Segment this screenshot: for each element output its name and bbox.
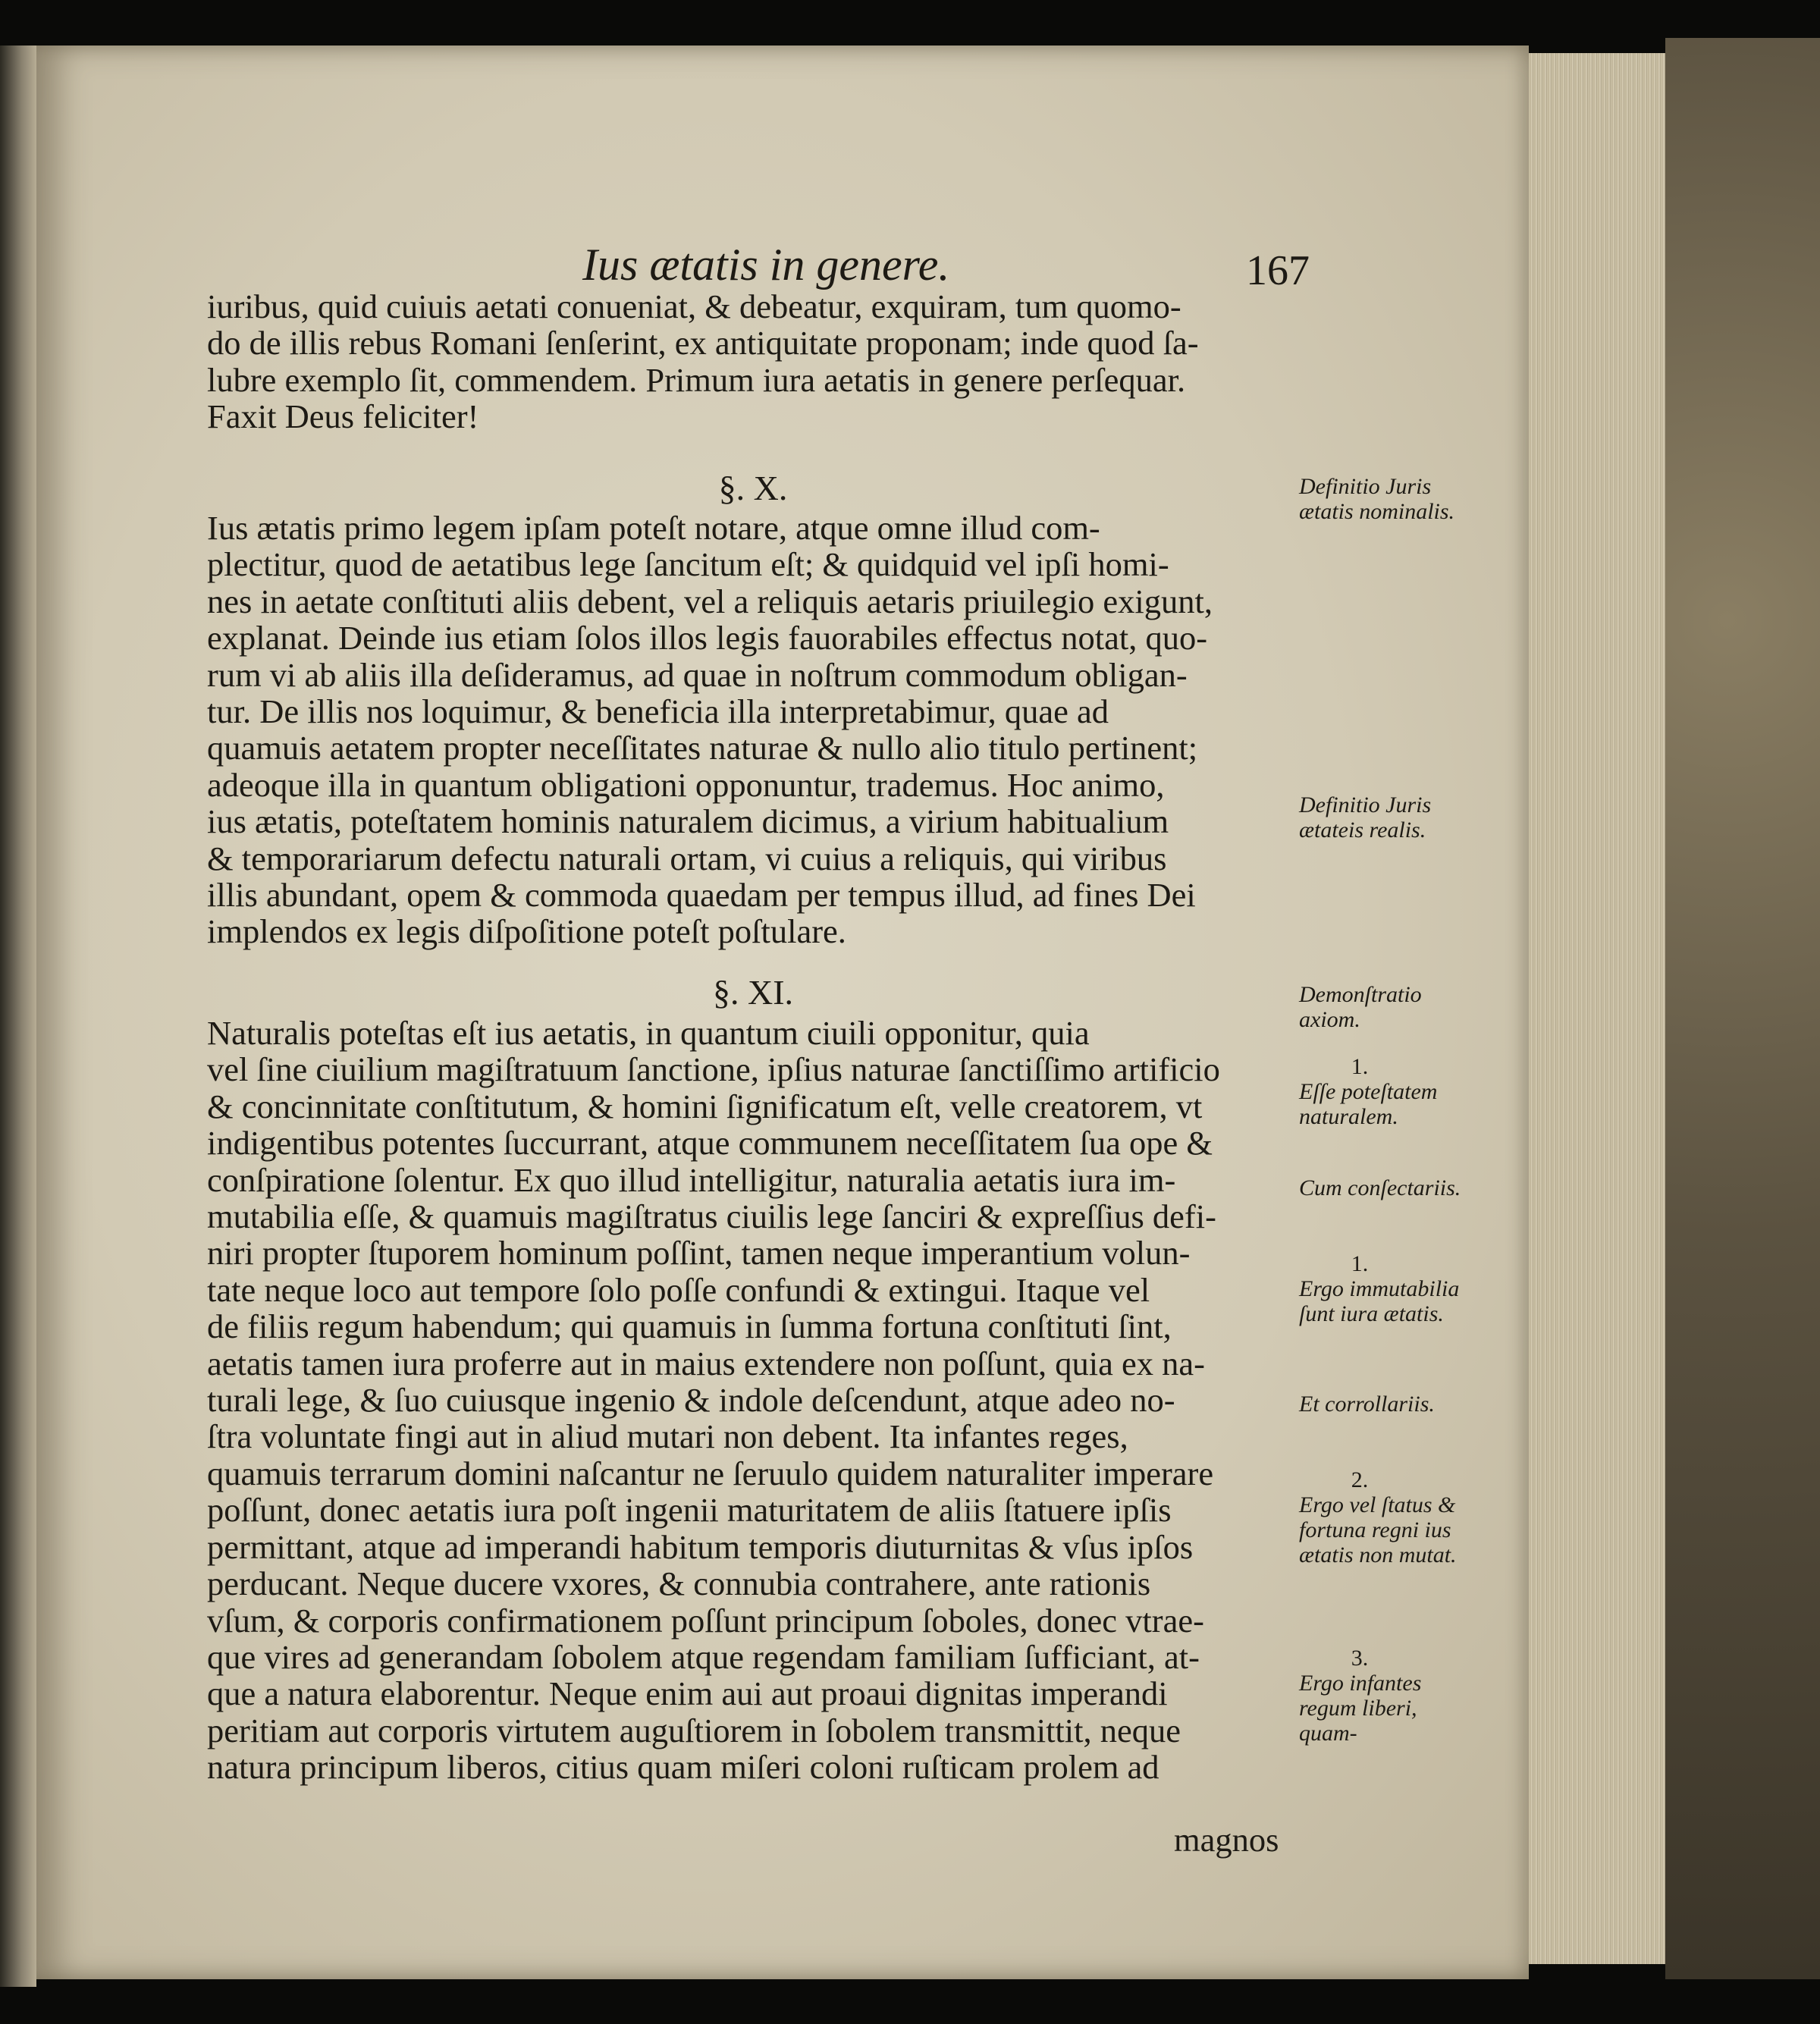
margin-note: Eſſe poteſtatem naturalem. (1299, 1079, 1438, 1129)
text-line: & concinnitate conſtitutum, & homini ſignificatum eſt, velle creatorem, vt (207, 1087, 1203, 1125)
text-line: tur. De illis nos loquimur, & beneficia illa interpretabimur, quae ad (207, 692, 1109, 731)
text-line: Faxit Deus feliciter! (207, 397, 479, 436)
text-line: ſtra voluntate fingi aut in aliud mutari non debent. Ita infantes reges, (207, 1417, 1128, 1456)
text-line: tate neque loco aut tempore ſolo poſſe confundi & extingui. Itaque vel (207, 1270, 1150, 1309)
text-line: plectitur, quod de aetatibus lege ſancitum eſt; & quidquid vel ipſi homi- (207, 545, 1169, 584)
text-line: que vires ad generandam ſobolem atque regendam familiam ſufficiant, at- (207, 1637, 1200, 1676)
margin-note: Definitio Juris ætateis realis. (1299, 792, 1432, 843)
text-line: adeoque illa in quantum obligationi opponuntur, trademus. Hoc animo, (207, 765, 1165, 804)
section-heading-xi: §. XI. (712, 973, 794, 1012)
text-line: & temporariarum defectu naturali ortam, vi cuius a reliquis, qui viribus (207, 839, 1167, 877)
text-line: iuribus, quid cuiuis aetati conueniat, & debeatur, exquiram, tum quomo- (207, 287, 1181, 325)
text-line: vſum, & corporis confirmationem poſſunt principum ſoboles, donec vtrae- (207, 1601, 1204, 1640)
margin-note-group (1299, 1646, 1473, 1746)
margin-note-group (1299, 1467, 1473, 1567)
section-x-paragraph (207, 510, 1299, 950)
catchword: magnos (1174, 1821, 1279, 1859)
section-xi-paragraph (207, 1015, 1299, 1786)
book-page (36, 46, 1529, 1979)
section-heading-x: §. X. (718, 469, 788, 507)
page-block-edges (1529, 53, 1665, 1964)
margin-note: Et corrollariis. (1299, 1392, 1435, 1417)
text-line: indigentibus potentes ſuccurrant, atque communem neceſſitatem ſua ope & (207, 1124, 1213, 1163)
margin-note: Ergo vel ſtatus & fortuna regni ius ætatis non mutat. (1299, 1492, 1457, 1567)
text-line: perducant. Neque ducere vxores, & connubia contrahere, ante rationis (207, 1564, 1151, 1603)
margin-note-group (1299, 1054, 1473, 1129)
text-line: Naturalis poteſtas eſt ius aetatis, in quantum ciuili opponitur, quia (207, 1014, 1090, 1052)
margin-note: Ergo infantes regum liberi, quam- (1299, 1671, 1422, 1746)
text-line: turali lege, & ſuo cuiusque ingenio & indole deſcendunt, atque adeo no- (207, 1381, 1175, 1420)
text-line: implendos ex legis diſpoſitione poteſt poſtulare. (207, 912, 846, 951)
text-line: natura principum liberos, citius quam miſeri coloni ruſticam prolem ad (207, 1748, 1159, 1787)
text-line: lubre exemplo ſit, commendem. Primum iura aetatis in genere perſequar. (207, 360, 1186, 399)
text-line: mutabilia eſſe, & quamuis magiſtratus ciuilis lege ſanciri & expreſſius defi- (207, 1197, 1216, 1236)
text-line: que a natura elaborentur. Neque enim aui aut proaui dignitas imperandi (207, 1674, 1168, 1713)
running-title: Ius ætatis in genere. (582, 240, 950, 290)
margin-note-number: 1. (1351, 1054, 1369, 1079)
text-line: conſpiratione ſolentur. Ex quo illud intelligitur, naturalia aetatis iura im- (207, 1160, 1176, 1199)
text-line: illis abundant, opem & commoda quaedam per tempus illud, ad fines Dei (207, 876, 1196, 915)
text-line: poſſunt, donec aetatis iura poſt ingenii maturitatem de aliis ſtatuere ipſis (207, 1491, 1172, 1530)
margin-note: Cum conſectariis. (1299, 1175, 1461, 1200)
text-line: rum vi ab aliis illa deſideramus, ad quae in noſtrum commodum obligan- (207, 655, 1188, 694)
text-line: do de illis rebus Romani ſenſerint, ex antiquitate proponam; inde quod ſa- (207, 324, 1199, 362)
text-line: niri propter ſtuporem hominum poſſint, tamen neque imperantium volun- (207, 1234, 1191, 1272)
text-line: vel ſine ciuilium magiſtratuum ſanctione, ipſius naturae ſanctiſſimo artificio (207, 1050, 1220, 1089)
margin-note: Definitio Juris ætatis nominalis. (1299, 474, 1455, 524)
margin-note: Demonſtratio axiom. (1299, 982, 1422, 1032)
book-cover-edge (1665, 38, 1820, 1979)
text-line: quamuis aetatem propter neceſſitates naturae & nullo alio titulo pertinent; (207, 729, 1198, 767)
text-line: nes in aetate conſtituti aliis debent, vel a reliquis aetaris priuilegio exigunt, (207, 582, 1213, 620)
text-line: permittant, atque ad imperandi habitum temporis diuturnitas & vſus ipſos (207, 1527, 1194, 1566)
margin-note-number: 2. (1351, 1467, 1369, 1492)
margin-note-group (1299, 1251, 1473, 1326)
text-line: de filiis regum habendum; qui quamuis in ſumma fortuna conſtituti ſint, (207, 1307, 1172, 1346)
margin-note: Ergo immutabilia ſunt iura ætatis. (1299, 1276, 1460, 1326)
intro-paragraph (207, 288, 1299, 435)
text-line: aetatis tamen iura proferre aut in maius extendere non poſſunt, quia ex na- (207, 1344, 1205, 1382)
page-number: 167 (1246, 247, 1310, 294)
text-line: Ius ætatis primo legem ipſam poteſt notare, atque omne illud com- (207, 509, 1100, 547)
text-line: peritiam aut corporis virtutem auguſtiorem in ſobolem transmittit, neque (207, 1711, 1181, 1749)
margin-note-number: 3. (1351, 1646, 1369, 1671)
text-line: quamuis terrarum domini naſcantur ne ſeruulo quidem naturaliter imperare (207, 1454, 1214, 1492)
margin-note-number: 1. (1351, 1251, 1369, 1276)
text-line: explanat. Deinde ius etiam ſolos illos legis fauorabiles effectus notat, quo- (207, 619, 1208, 657)
main-text (207, 287, 1299, 1787)
text-line: ius ætatis, poteſtatem hominis naturalem dicimus, a virium habitualium (207, 802, 1169, 841)
facing-page-edge (0, 46, 36, 1987)
